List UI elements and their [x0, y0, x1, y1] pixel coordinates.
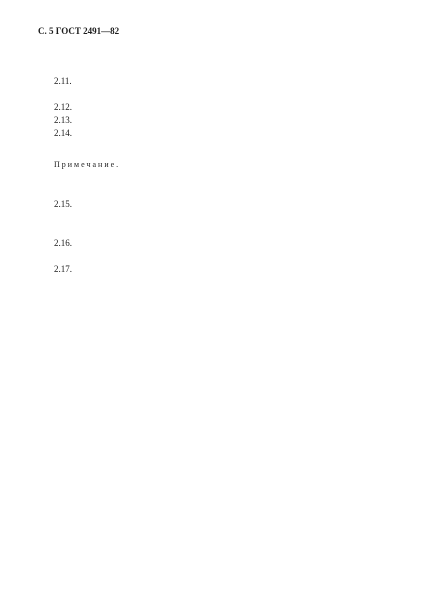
note [38, 160, 383, 180]
paragraph-after-2-15 [38, 212, 383, 223]
clause-2-17 [38, 264, 383, 275]
clause-2-12-number: 2.12. [54, 102, 72, 112]
top-amendment [38, 63, 383, 74]
amendment-2-15 [38, 225, 383, 236]
clause-2-14 [38, 128, 383, 139]
page-header: С. 5 ГОСТ 2491—82 [38, 26, 120, 36]
paragraph-after-2-14 [38, 141, 383, 152]
clause-2-17-number: 2.17. [54, 264, 72, 274]
amendment-2-16 [38, 251, 383, 262]
clause-2-15-number: 2.15. [54, 199, 72, 209]
amendment-2-11 [38, 89, 383, 100]
clause-2-16 [38, 238, 383, 249]
clause-2-14-number: 2.14. [54, 128, 72, 138]
note-amendment [38, 186, 383, 197]
clause-2-15 [38, 199, 383, 210]
clause-2-12 [38, 102, 383, 113]
top-paragraph [38, 50, 383, 61]
clause-2-11-number: 2.11. [54, 76, 72, 86]
clause-2-13-number: 2.13. [54, 115, 72, 125]
clause-2-13 [38, 115, 383, 126]
clause-2-16-number: 2.16. [54, 238, 72, 248]
clause-2-11 [38, 76, 383, 87]
note-label: Примечание. [54, 160, 121, 169]
